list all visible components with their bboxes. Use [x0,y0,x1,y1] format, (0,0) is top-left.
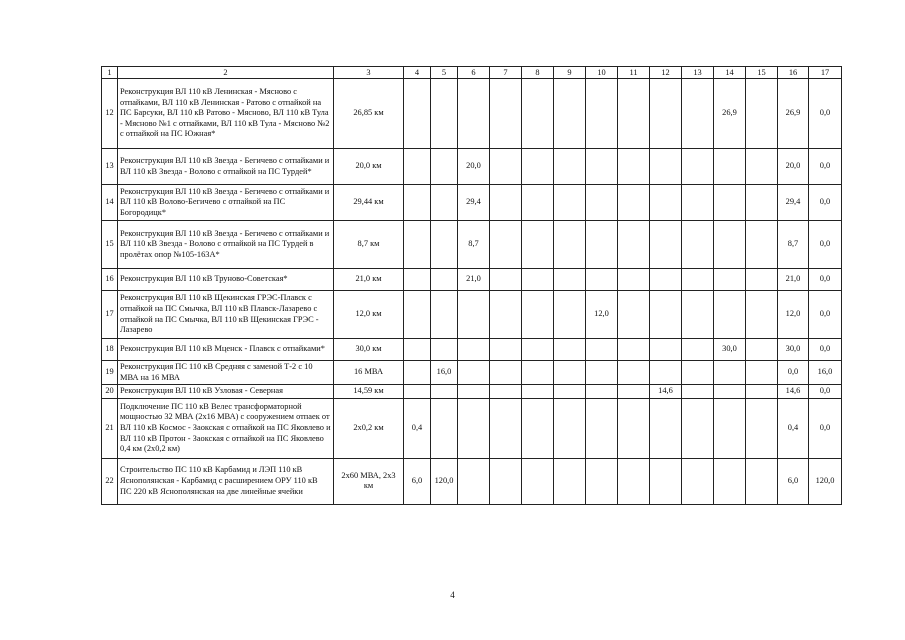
value-cell: 0,0 [809,398,842,458]
value-cell: 0,0 [809,149,842,185]
column-header: 7 [490,67,522,79]
value-cell [404,221,431,269]
value-cell: 29,4 [778,185,809,221]
value-cell: 6,0 [404,458,431,504]
value-cell: 14,6 [650,385,682,399]
value-cell: 14,6 [778,385,809,399]
value-cell [490,339,522,361]
value-cell [431,339,458,361]
value-cell [682,361,714,385]
table-row [102,221,842,269]
row-number: 18 [102,339,118,361]
value-cell: 0,0 [809,185,842,221]
value-cell [554,291,586,339]
value-cell [522,385,554,399]
column-header: 6 [458,67,490,79]
column-header: 10 [586,67,618,79]
project-name: Реконструкция ВЛ 110 кВ Узловая - Северная [118,385,334,399]
value-cell [714,398,746,458]
project-name: Реконструкция ВЛ 110 кВ Труново-Советская* [118,269,334,291]
value-cell [618,185,650,221]
value-cell [618,149,650,185]
value-cell [746,149,778,185]
value-cell [618,398,650,458]
value-cell [746,361,778,385]
value-cell [714,385,746,399]
value-cell [458,398,490,458]
value-cell [431,79,458,149]
value-cell [650,398,682,458]
value-cell [682,185,714,221]
value-cell [554,339,586,361]
column-header: 15 [746,67,778,79]
value-cell: 6,0 [778,458,809,504]
value-cell [554,361,586,385]
capacity-cell: 29,44 км [334,185,404,221]
row-number: 19 [102,361,118,385]
value-cell [682,339,714,361]
value-cell [586,269,618,291]
value-cell [586,385,618,399]
value-cell [586,458,618,504]
value-cell [522,291,554,339]
project-name: Подключение ПС 110 кВ Велес трансформаторной мощностью 32 МВА (2x16 МВА) с сооружением отпаек от ВЛ 110 кВ Космос - Заокская с отпайкой на ПС Яковлево и ВЛ 110 кВ Протон - Заокская с отпайкой на ПС Яковлево 0,4 км (2x0,2 км) [118,398,334,458]
value-cell [458,385,490,399]
table-row [102,79,842,149]
value-cell [490,149,522,185]
project-name: Реконструкция ВЛ 110 кВ Щекинская ГРЭС-Плавск с отпайкой на ПС Смычка, ВЛ 110 кВ Плавск-Лазарево с отпайкой на ПС Смычка, ВЛ 110 кВ Щекинская ГРЭС - Лазарево [118,291,334,339]
value-cell: 0,0 [809,79,842,149]
column-header: 1 [102,67,118,79]
value-cell [490,458,522,504]
column-header: 11 [618,67,650,79]
row-number: 22 [102,458,118,504]
table-row [102,185,842,221]
value-cell [431,385,458,399]
value-cell [586,221,618,269]
value-cell [650,185,682,221]
value-cell: 0,0 [809,385,842,399]
value-cell [714,185,746,221]
value-cell [746,458,778,504]
value-cell [746,291,778,339]
project-name: Реконструкция ВЛ 110 кВ Звезда - Бегичево с отпайками и ВЛ 110 кВ Звезда - Волово с отпайкой на ПС Турдей* [118,149,334,185]
value-cell [404,149,431,185]
value-cell: 0,0 [809,269,842,291]
value-cell: 20,0 [778,149,809,185]
value-cell: 30,0 [714,339,746,361]
value-cell [554,149,586,185]
value-cell [404,185,431,221]
value-cell [650,269,682,291]
value-cell [522,149,554,185]
value-cell [682,79,714,149]
row-number: 15 [102,221,118,269]
value-cell [458,339,490,361]
value-cell [490,291,522,339]
value-cell [431,398,458,458]
capacity-cell: 14,59 км [334,385,404,399]
project-name: Реконструкция ВЛ 110 кВ Звезда - Бегичево с отпайками и ВЛ 110 кВ Звезда - Волово с отпайкой на ПС Турдей в пролётах опор №105-163А* [118,221,334,269]
value-cell [682,458,714,504]
value-cell [618,339,650,361]
value-cell [458,361,490,385]
column-header: 2 [118,67,334,79]
value-cell [586,398,618,458]
value-cell [490,269,522,291]
value-cell: 0,4 [404,398,431,458]
page-number: 4 [450,590,455,600]
value-cell [714,291,746,339]
capacity-cell: 16 МВА [334,361,404,385]
value-cell [650,221,682,269]
capacity-cell: 21,0 км [334,269,404,291]
value-cell [682,269,714,291]
value-cell: 120,0 [431,458,458,504]
value-cell [554,269,586,291]
row-number: 13 [102,149,118,185]
value-cell: 30,0 [778,339,809,361]
row-number: 21 [102,398,118,458]
project-name: Строительство ПС 110 кВ Карбамид и ЛЭП 110 кВ Яснополянская - Карбамид с расширением ОРУ 110 кВ ПС 220 кВ Яснополянская на две линейные ячейки [118,458,334,504]
value-cell: 0,4 [778,398,809,458]
value-cell [650,149,682,185]
column-header: 12 [650,67,682,79]
value-cell [458,79,490,149]
value-cell [522,361,554,385]
value-cell [650,339,682,361]
value-cell [404,385,431,399]
value-cell [490,398,522,458]
table-row [102,398,842,458]
value-cell [586,361,618,385]
value-cell: 16,0 [431,361,458,385]
value-cell [746,185,778,221]
value-cell [714,149,746,185]
capacity-cell: 20,0 км [334,149,404,185]
row-number: 14 [102,185,118,221]
value-cell [554,385,586,399]
column-header: 16 [778,67,809,79]
column-header: 17 [809,67,842,79]
value-cell [554,79,586,149]
value-cell [682,221,714,269]
value-cell [522,185,554,221]
value-cell: 21,0 [458,269,490,291]
value-cell [404,79,431,149]
project-name: Реконструкция ВЛ 110 кВ Звезда - Бегичево с отпайками и ВЛ 110 кВ Волово-Бегичево с отпайкой на ПС Богородицк* [118,185,334,221]
column-header: 14 [714,67,746,79]
value-cell [714,221,746,269]
value-cell: 8,7 [778,221,809,269]
value-cell [490,185,522,221]
value-cell: 29,4 [458,185,490,221]
value-cell [431,221,458,269]
value-cell: 8,7 [458,221,490,269]
value-cell [404,361,431,385]
value-cell [650,79,682,149]
value-cell: 12,0 [586,291,618,339]
value-cell [746,339,778,361]
value-cell [586,339,618,361]
table-row [102,339,842,361]
value-cell [618,269,650,291]
value-cell: 20,0 [458,149,490,185]
value-cell [618,458,650,504]
value-cell: 26,9 [714,79,746,149]
value-cell [431,291,458,339]
value-cell [554,398,586,458]
value-cell [618,291,650,339]
header-row [102,67,842,79]
value-cell [650,458,682,504]
value-cell [404,269,431,291]
value-cell [618,361,650,385]
value-cell: 16,0 [809,361,842,385]
value-cell [618,385,650,399]
table-row [102,149,842,185]
value-cell [522,269,554,291]
table-row [102,291,842,339]
value-cell: 0,0 [809,291,842,339]
value-cell [431,185,458,221]
column-header: 8 [522,67,554,79]
value-cell [490,385,522,399]
value-cell [554,458,586,504]
column-header: 4 [404,67,431,79]
row-number: 17 [102,291,118,339]
value-cell [618,79,650,149]
value-cell: 21,0 [778,269,809,291]
row-number: 12 [102,79,118,149]
value-cell: 120,0 [809,458,842,504]
value-cell [490,361,522,385]
value-cell [746,221,778,269]
column-header: 9 [554,67,586,79]
value-cell [586,149,618,185]
value-cell [522,458,554,504]
value-cell [522,398,554,458]
value-cell [746,269,778,291]
project-name: Реконструкция ВЛ 110 кВ Ленинская - Мясново с отпайками, ВЛ 110 кВ Ленинская - Ратово с отпайкой на ПС Барсуки, ВЛ 110 кВ Ратово - Мясново, ВЛ 110 кВ Тула - Мясново №1 с отпайками, ВЛ 110 кВ Тула - Мясново №2 с отпайкой на ПС Южная* [118,79,334,149]
value-cell [650,291,682,339]
value-cell [746,385,778,399]
capacity-cell: 2x60 МВА, 2x3 км [334,458,404,504]
value-cell [682,385,714,399]
value-cell: 12,0 [778,291,809,339]
value-cell [490,221,522,269]
value-cell [650,361,682,385]
value-cell [522,221,554,269]
column-header: 3 [334,67,404,79]
capacity-cell: 30,0 км [334,339,404,361]
value-cell: 0,0 [809,221,842,269]
table-row [102,385,842,399]
table-row [102,269,842,291]
value-cell [618,221,650,269]
value-cell: 26,9 [778,79,809,149]
value-cell [404,291,431,339]
table-row [102,361,842,385]
value-cell [682,149,714,185]
value-cell: 0,0 [809,339,842,361]
capacity-cell: 8,7 км [334,221,404,269]
table-row [102,458,842,504]
column-header: 5 [431,67,458,79]
capacity-cell: 2x0,2 км [334,398,404,458]
value-cell [586,185,618,221]
value-cell [586,79,618,149]
investment-table [101,66,842,505]
value-cell [714,361,746,385]
value-cell [522,79,554,149]
capacity-cell: 12,0 км [334,291,404,339]
project-name: Реконструкция ВЛ 110 кВ Мценск - Плавск с отпайками* [118,339,334,361]
value-cell [746,398,778,458]
value-cell [682,398,714,458]
value-cell [458,458,490,504]
value-cell [522,339,554,361]
column-header: 13 [682,67,714,79]
value-cell [682,291,714,339]
row-number: 20 [102,385,118,399]
value-cell [554,185,586,221]
project-name: Реконструкция ПС 110 кВ Средняя с заменой Т-2 с 10 МВА на 16 МВА [118,361,334,385]
value-cell [490,79,522,149]
capacity-cell: 26,85 км [334,79,404,149]
value-cell: 0,0 [778,361,809,385]
value-cell [714,269,746,291]
value-cell [714,458,746,504]
value-cell [746,79,778,149]
value-cell [458,291,490,339]
row-number: 16 [102,269,118,291]
value-cell [404,339,431,361]
value-cell [554,221,586,269]
value-cell [431,269,458,291]
value-cell [431,149,458,185]
